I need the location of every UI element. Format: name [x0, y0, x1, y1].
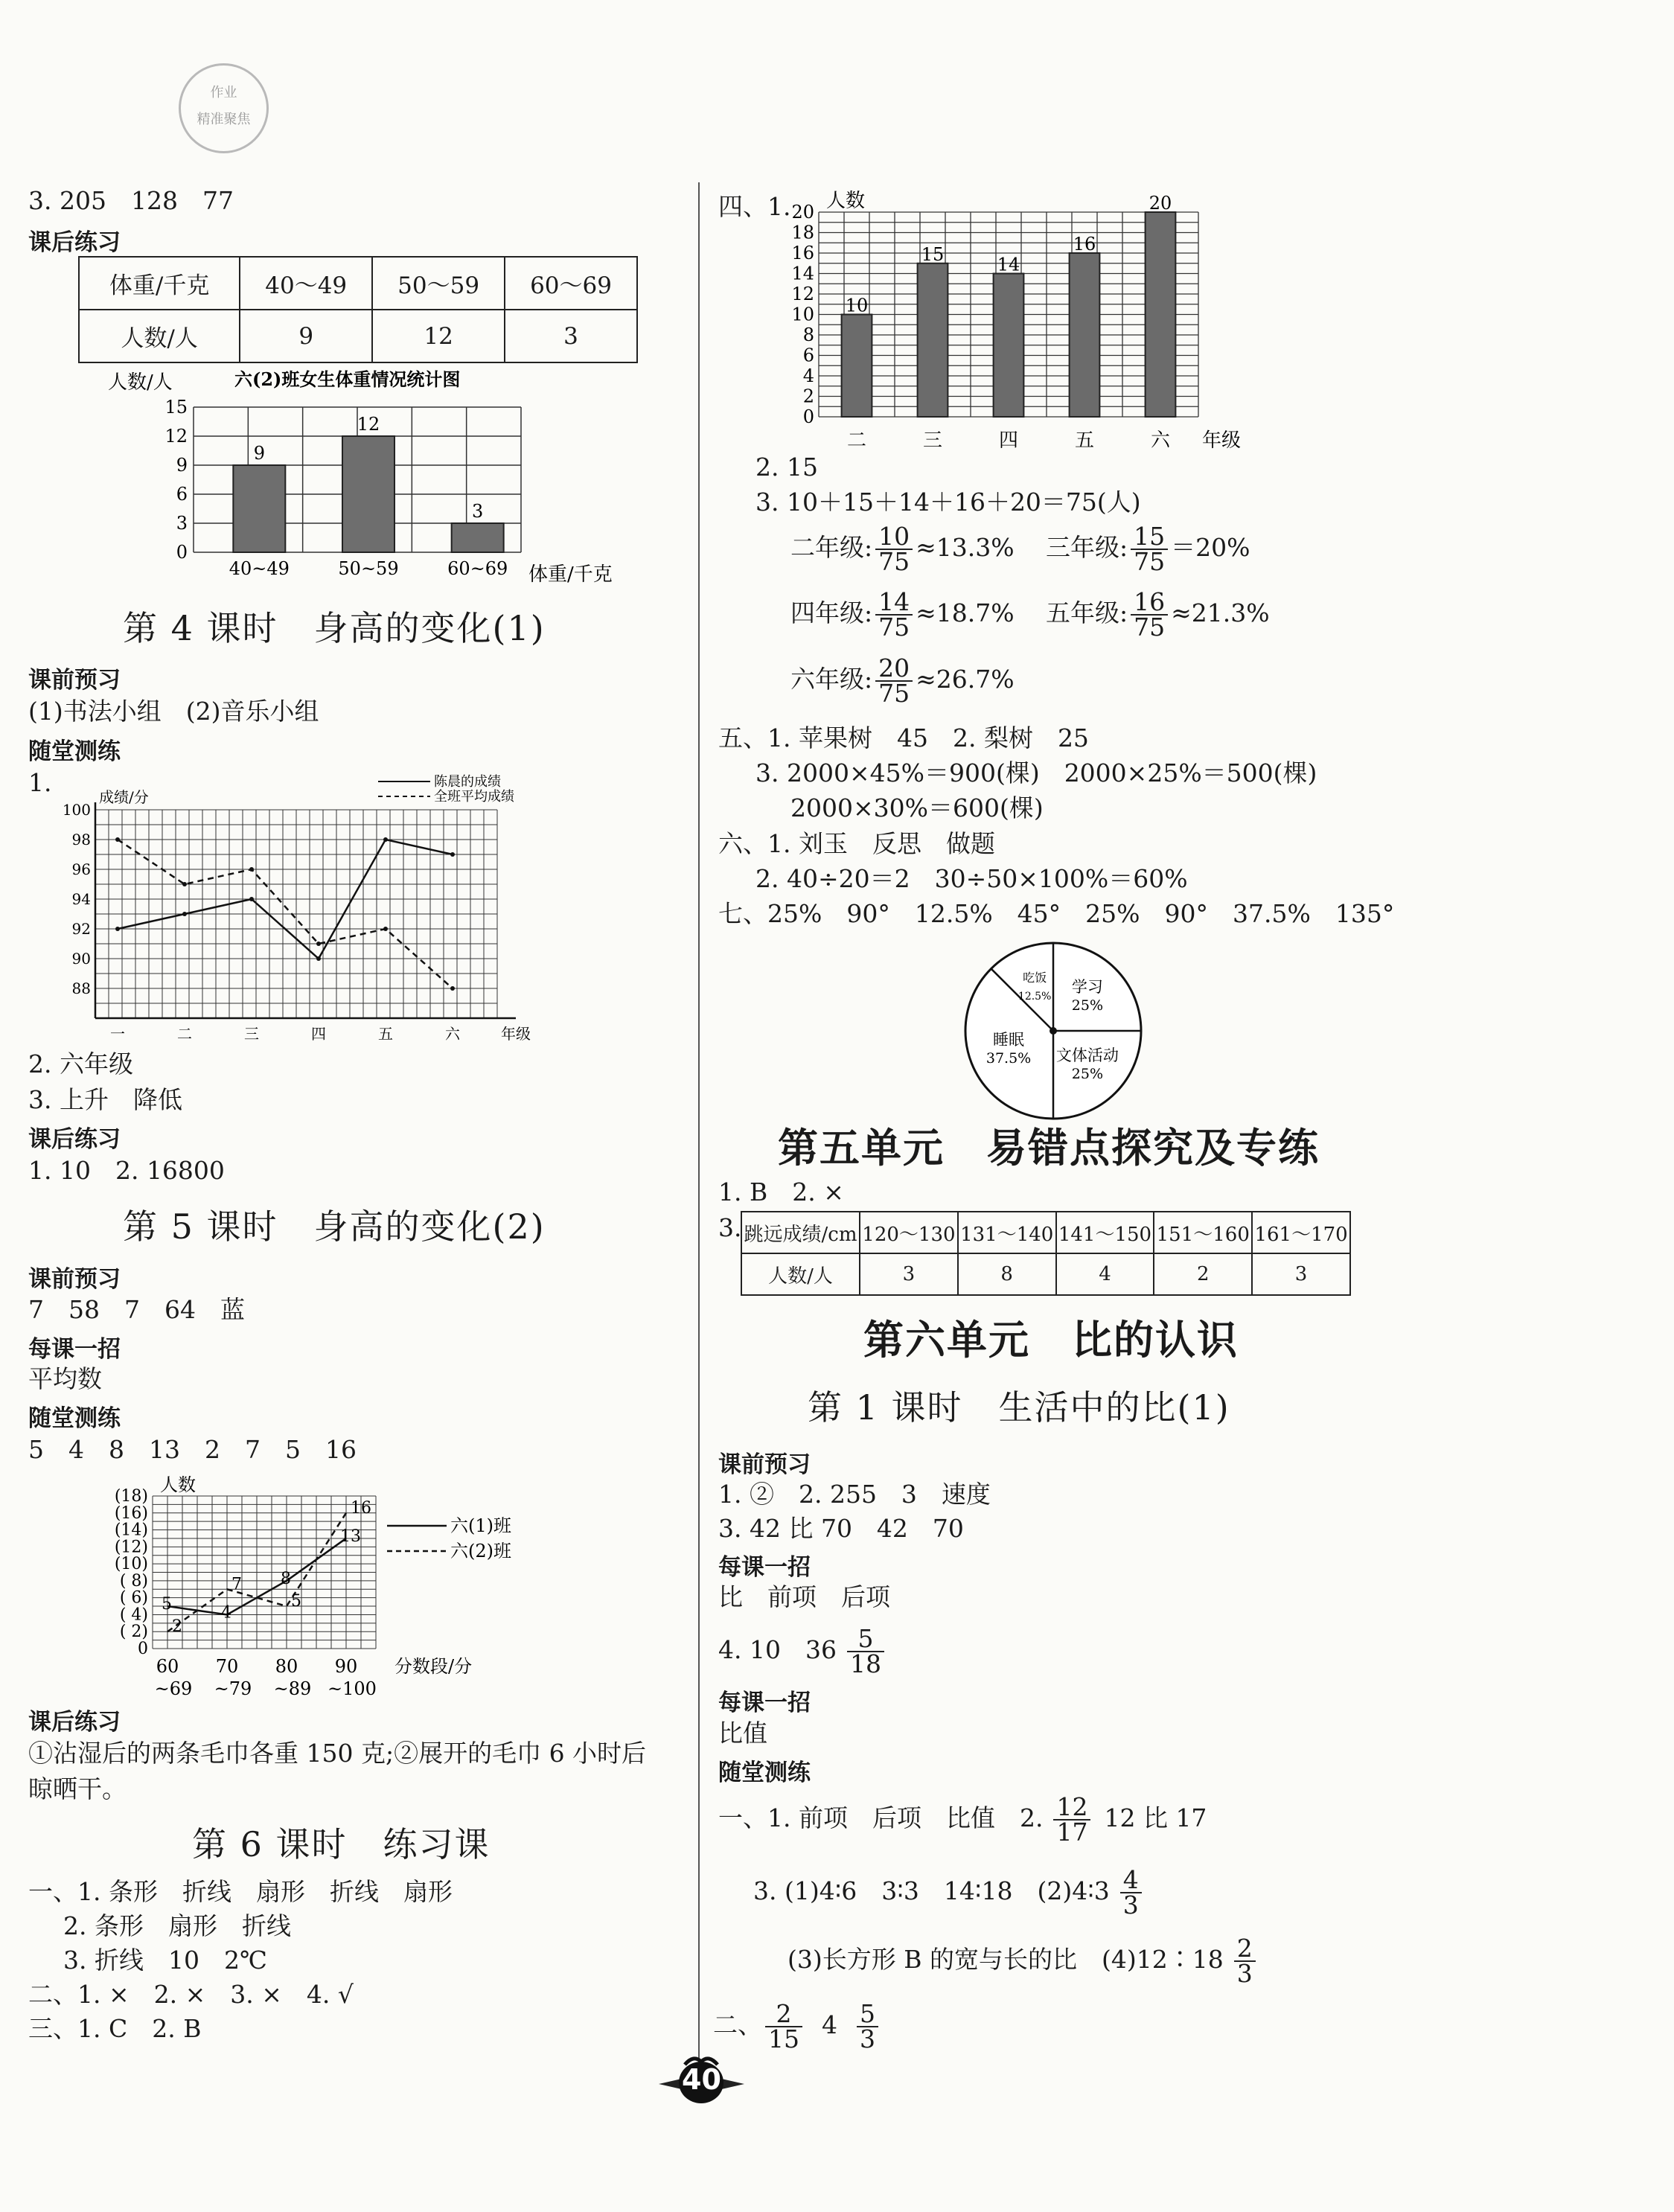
y-tick-label: ( 2): [119, 1623, 148, 1642]
x-tick-label: 60~69: [447, 558, 508, 579]
part7-answer: 七、25% 90° 12.5% 45° 25% 90° 37.5% 135°: [718, 899, 1395, 928]
data-point: [182, 882, 187, 886]
denominator: 18: [849, 1649, 881, 1678]
tip-answer-r1: 比 前项 后项: [718, 1582, 890, 1611]
y-tick-label: 12: [791, 284, 814, 304]
y-tick-label: 15: [164, 397, 188, 418]
table-cell: 151～160: [1154, 1212, 1252, 1253]
table-cell: 人数/人: [741, 1253, 860, 1295]
heading-preview-5: 课前预习: [28, 1266, 121, 1293]
data-label: 20: [1149, 193, 1172, 214]
data-label: 4: [221, 1603, 231, 1623]
y-tick-label: 18: [791, 222, 814, 243]
y-axis-label: 人数: [826, 190, 866, 212]
y-tick-label: 0: [176, 542, 188, 563]
x-tick-label: 三: [244, 1025, 259, 1043]
fraction: [847, 1624, 884, 1678]
unit5-title: 第五单元 易错点探究及专练: [778, 1125, 1320, 1171]
preview-answer-r1: 1. ② 2. 255 3 速度: [718, 1480, 991, 1509]
numerator: 2: [765, 2002, 802, 2027]
after-class-answer: 1. 10 2. 16800: [28, 1156, 225, 1185]
label: 五年级:: [1046, 598, 1128, 627]
y-tick-label: ( 4): [119, 1605, 148, 1625]
data-label: 16: [1073, 234, 1096, 255]
heading-kehou-1: 课后练习: [28, 229, 121, 256]
y-tick-label: 0: [802, 406, 814, 427]
x-tick-label: 五: [378, 1025, 393, 1043]
slice-label: 睡眠: [993, 1030, 1025, 1049]
heading-after-class-5: 课后练习: [28, 1709, 121, 1736]
y-tick-label: 16: [791, 243, 814, 263]
part5-answer-3b: 2000×30%＝600(棵): [790, 793, 1044, 822]
ratio: 12 比 17: [1104, 1803, 1207, 1832]
fraction: [1053, 1792, 1090, 1847]
denominator: 3: [1236, 1959, 1253, 1988]
numerator: 14: [875, 590, 913, 616]
table-cell: 8: [958, 1253, 1056, 1295]
x-tick-label: 五: [1074, 429, 1095, 452]
time-pie-chart: [956, 934, 1150, 1128]
x-tick-label: ~100: [328, 1678, 377, 1699]
numerator: 20: [875, 656, 913, 682]
fraction: [875, 522, 913, 576]
y-tick-label: 14: [791, 263, 814, 284]
section-title-lesson6: 第 6 课时 练习课: [192, 1824, 491, 1864]
data-label: 5: [291, 1592, 301, 1611]
weight-bar-chart: [100, 365, 622, 588]
table-cell: 40～49: [240, 257, 372, 310]
numerator: 4: [1120, 1868, 1142, 1893]
slice-value-label: 25%: [1071, 1065, 1104, 1082]
data-point: [182, 912, 187, 916]
label: 六年级:: [790, 665, 873, 694]
data-point: [249, 897, 254, 901]
data-point: [249, 867, 254, 872]
table-cell: 3: [1252, 1253, 1350, 1295]
data-label: 7: [231, 1575, 242, 1594]
y-tick-label: 10: [791, 304, 814, 325]
in-class-1: [718, 1792, 1207, 1847]
legend-label: 陈晨的成绩: [434, 774, 501, 790]
after-class-answer-5b: 晾晒干。: [28, 1774, 127, 1803]
x-tick-label: ~89: [273, 1678, 312, 1699]
y-tick-label: 9: [176, 455, 188, 476]
data-point: [316, 956, 321, 961]
denominator: 75: [878, 679, 910, 708]
table-cell: 体重/千克: [79, 257, 240, 310]
data-label: 5: [162, 1595, 172, 1614]
x-tick-label: 三: [922, 429, 943, 452]
label: 4. 10 36: [718, 1635, 837, 1664]
weight-table: [78, 256, 638, 363]
x-tick-label: 90: [334, 1656, 358, 1677]
heading-tip-r2: 每课一招: [718, 1690, 811, 1716]
legend-label: 六(2)班: [450, 1541, 511, 1561]
bar: [452, 523, 504, 552]
slice-label: 学习: [1071, 978, 1103, 997]
data-point: [115, 927, 120, 931]
legend-label: 六(1)班: [450, 1515, 511, 1536]
y-tick-label: (14): [114, 1521, 148, 1540]
y-tick-label: ( 6): [119, 1588, 148, 1608]
table-cell: 4: [1056, 1253, 1154, 1295]
label: 二年级:: [790, 533, 873, 562]
data-point: [450, 986, 455, 991]
numerator: 10: [875, 525, 913, 550]
score-line-chart: [51, 765, 549, 1048]
slice-value-label: 37.5%: [985, 1049, 1032, 1067]
x-axis-label: 年级: [501, 1025, 531, 1043]
y-tick-label: 20: [791, 202, 814, 223]
value: 4: [822, 2010, 837, 2039]
in-class-answer-5: 5 4 8 13 2 7 5 16: [28, 1435, 357, 1464]
denominator: 3: [1122, 1890, 1139, 1919]
heading-in-class-r: 随堂测练: [718, 1759, 811, 1786]
exercise-2: 二、1. × 2. × 3. × 4. √: [28, 1980, 354, 2009]
table-cell: 131～140: [958, 1212, 1056, 1253]
stamp-line2: 精准聚焦: [197, 112, 251, 127]
data-point: [115, 837, 120, 842]
y-tick-label: 92: [71, 920, 91, 938]
data-label: 10: [845, 295, 869, 316]
x-tick-label: 六: [445, 1025, 460, 1043]
bar: [842, 315, 872, 418]
table-cell: 9: [240, 310, 372, 362]
label: 二、: [713, 2010, 762, 2039]
pie-center: [1050, 1027, 1057, 1035]
x-tick-label: ~69: [154, 1678, 193, 1699]
part5-answer-3: 3. 2000×45%＝900(棵) 2000×25%＝500(棵): [755, 758, 1317, 787]
part4-label: 四、1.: [718, 192, 791, 221]
heading-in-class: 随堂测练: [28, 738, 121, 765]
y-tick-label: 98: [71, 831, 91, 848]
y-tick-label: 90: [71, 950, 91, 968]
denominator: 75: [1134, 547, 1166, 576]
x-tick-label: 四: [998, 429, 1019, 452]
part5-answer-1: 五、1. 苹果树 45 2. 梨树 25: [718, 723, 1089, 752]
y-tick-label: 4: [802, 365, 814, 386]
table-cell: 161～170: [1252, 1212, 1350, 1253]
numerator: 16: [1131, 590, 1168, 616]
y-tick-label: (10): [114, 1555, 148, 1574]
x-tick-label: ~79: [214, 1678, 252, 1699]
numerator: 5: [857, 2002, 878, 2027]
y-axis-label: 人数/人: [108, 371, 173, 394]
bar: [918, 263, 948, 417]
denominator: 75: [878, 613, 910, 642]
percent-grade6: [790, 653, 1015, 708]
percent-grade4: [790, 587, 1015, 642]
preview-answer-5: 7 58 7 64 蓝: [28, 1295, 245, 1324]
in-class-3b: [788, 1934, 1259, 1988]
grade-bar-chart: [770, 182, 1242, 458]
bar: [1146, 212, 1176, 417]
numerator: 12: [1053, 1795, 1090, 1821]
x-axis-label: 体重/千克: [528, 563, 613, 586]
value: ＝20%: [1171, 533, 1250, 562]
heading-tip-r1: 每课一招: [718, 1554, 811, 1581]
table-cell: 141～150: [1056, 1212, 1154, 1253]
fraction: [1131, 587, 1168, 642]
data-label: 8: [281, 1569, 291, 1588]
y-tick-label: (18): [114, 1487, 148, 1506]
fraction: [765, 1999, 802, 2053]
percent-grade5: [1046, 587, 1270, 642]
data-point: [450, 852, 455, 857]
data-label: 15: [921, 243, 945, 265]
unit6-title: 第六单元 比的认识: [863, 1317, 1239, 1364]
heading-in-class-5: 随堂测练: [28, 1405, 121, 1432]
data-label: 9: [253, 443, 265, 464]
tip-answer-r2: 比值: [718, 1719, 767, 1748]
label: 3. (1)4∶6 3∶3 14∶18 (2)4∶3: [753, 1876, 1110, 1905]
left-answer-3: 3. 205 128 77: [28, 186, 234, 215]
class-line-chart: [89, 1463, 511, 1708]
table-cell: 跳远成绩/cm: [741, 1212, 860, 1253]
jump-table: [741, 1211, 1351, 1296]
stamp-line1: 作业: [210, 85, 237, 100]
value: ≈21.3%: [1171, 598, 1270, 627]
y-tick-label: 12: [164, 426, 188, 447]
numerator: 5: [847, 1627, 884, 1652]
preview-answer-r3: 3. 42 比 70 42 70: [718, 1514, 964, 1543]
x-axis-label: 年级: [1202, 429, 1242, 452]
x-tick-label: 一: [110, 1025, 125, 1043]
denominator: 15: [768, 2024, 799, 2053]
x-tick-label: 60: [156, 1656, 179, 1677]
exercise-1-1: 一、1. 条形 折线 扇形 折线 扇形: [28, 1877, 453, 1906]
heading-after-class: 课后练习: [28, 1126, 121, 1153]
bar: [342, 436, 394, 552]
lesson1-title: 第 1 课时 生活中的比(1): [808, 1387, 1230, 1428]
part4-answer-3: 3. 10＋15＋14＋16＋20＝75(人): [755, 488, 1141, 517]
slice-value-label: 12.5%: [1018, 991, 1052, 1003]
y-tick-label: 6: [802, 345, 814, 366]
data-point: [383, 927, 388, 931]
value: ≈18.7%: [916, 598, 1015, 627]
page-number: 40: [682, 2063, 721, 2096]
fraction: [1131, 522, 1168, 576]
fraction: [875, 587, 913, 642]
table-cell: 60～69: [505, 257, 637, 310]
y-tick-label: 0: [138, 1640, 148, 1658]
part2-answer: [713, 1999, 881, 2053]
exercise-3: 三、1. C 2. B: [28, 2014, 202, 2043]
unit5-answer-1: 1. B 2. ×: [718, 1177, 844, 1206]
numerator: 15: [1131, 525, 1168, 550]
fraction: [1234, 1934, 1256, 1988]
table-cell: 2: [1154, 1253, 1252, 1295]
tip-answer: 平均数: [28, 1364, 102, 1393]
data-point: [316, 942, 321, 946]
label: (3)长方形 B 的宽与长的比 (4)12∶18: [788, 1945, 1224, 1974]
legend-label: 全班平均成绩: [434, 789, 514, 805]
x-tick-label: 80: [275, 1656, 298, 1677]
chart-title: 六(2)班女生体重情况统计图: [234, 368, 461, 390]
data-label: 13: [340, 1527, 361, 1546]
section-title-lesson5: 第 5 课时 身高的变化(2): [123, 1206, 546, 1247]
heading-preview: 课前预习: [28, 667, 121, 694]
data-label: 16: [351, 1498, 371, 1518]
numerator: 2: [1234, 1937, 1256, 1962]
label: 一、1. 前项 后项 比值 2.: [718, 1803, 1044, 1832]
table-cell: 人数/人: [79, 310, 240, 362]
question-4: [718, 1624, 887, 1678]
fraction: [857, 1999, 878, 2053]
answer-2: 2. 六年级: [28, 1049, 133, 1078]
bar: [1070, 253, 1100, 417]
after-class-answer-5a: ①沾湿后的两条毛巾各重 150 克;②展开的毛巾 6 小时后: [28, 1739, 647, 1768]
y-tick-label: ( 8): [119, 1571, 148, 1591]
y-tick-label: 2: [802, 386, 814, 407]
denominator: 75: [878, 547, 910, 576]
page-number-badge: [655, 2054, 748, 2105]
part6-answer-2: 2. 40÷20＝2 30÷50×100%＝60%: [755, 864, 1188, 893]
y-tick-label: (16): [114, 1503, 148, 1523]
x-tick-label: 40~49: [229, 558, 290, 579]
y-tick-label: 88: [71, 979, 91, 997]
y-tick-label: 8: [802, 325, 814, 345]
y-axis-label: 人数: [160, 1474, 196, 1495]
part6-answer-1: 六、1. 刘玉 反思 做题: [718, 829, 995, 858]
label: 四年级:: [790, 598, 873, 627]
stamp-logo: [179, 63, 269, 153]
unit5-answer-3: 3.: [718, 1213, 742, 1242]
preview-answer: (1)书法小组 (2)音乐小组: [28, 697, 319, 726]
x-tick-label: 50~59: [338, 558, 399, 579]
bar: [994, 274, 1024, 418]
x-axis-label: 分数段/分: [394, 1656, 473, 1677]
section-title-lesson4: 第 4 课时 身高的变化(1): [123, 608, 546, 648]
x-tick-label: 六: [1150, 429, 1171, 452]
data-label: 12: [357, 414, 380, 435]
label: 三年级:: [1046, 533, 1128, 562]
heading-tip: 每课一招: [28, 1336, 121, 1363]
x-tick-label: 二: [177, 1025, 192, 1043]
heading-preview-r: 课前预习: [718, 1451, 811, 1478]
x-tick-label: 70: [215, 1656, 239, 1677]
table-cell: 120～130: [860, 1212, 958, 1253]
value: ≈13.3%: [916, 533, 1015, 562]
data-label: 3: [472, 501, 484, 522]
x-tick-label: 四: [311, 1025, 326, 1043]
fraction: [875, 653, 913, 708]
percent-grade2: [790, 522, 1015, 576]
table-cell: 3: [860, 1253, 958, 1295]
exercise-1-2: 2. 条形 扇形 折线: [63, 1911, 291, 1940]
column-divider: [698, 182, 700, 2073]
y-tick-label: 96: [71, 860, 91, 878]
slice-label: 吃饭: [1023, 971, 1047, 985]
bar: [233, 465, 285, 552]
in-class-3: [753, 1865, 1145, 1919]
denominator: 17: [1056, 1818, 1088, 1847]
data-label: 14: [997, 254, 1020, 275]
table-cell: 50～59: [372, 257, 505, 310]
value: ≈26.7%: [916, 665, 1015, 694]
answer-3: 3. 上升 降低: [28, 1085, 182, 1114]
percent-grade3: [1046, 522, 1250, 576]
question-1-label: 1.: [28, 768, 52, 797]
fraction: [1120, 1865, 1142, 1919]
exercise-1-3: 3. 折线 10 2℃: [63, 1946, 267, 1975]
y-tick-label: 3: [176, 513, 188, 534]
slice-value-label: 25%: [1071, 997, 1104, 1014]
x-tick-label: 二: [846, 429, 867, 452]
slice-label: 文体活动: [1055, 1046, 1119, 1064]
data-label: 2: [172, 1617, 182, 1637]
table-cell: 3: [505, 310, 637, 362]
y-tick-label: 6: [176, 484, 188, 505]
part4-answer-2: 2. 15: [755, 453, 818, 482]
table-cell: 12: [372, 310, 505, 362]
denominator: 3: [860, 2024, 875, 2053]
y-tick-label: (12): [114, 1538, 148, 1557]
y-tick-label: 94: [71, 890, 91, 908]
data-point: [383, 837, 388, 842]
y-axis-label: 成绩/分: [99, 788, 149, 806]
y-tick-label: 100: [62, 801, 91, 819]
denominator: 75: [1134, 613, 1166, 642]
